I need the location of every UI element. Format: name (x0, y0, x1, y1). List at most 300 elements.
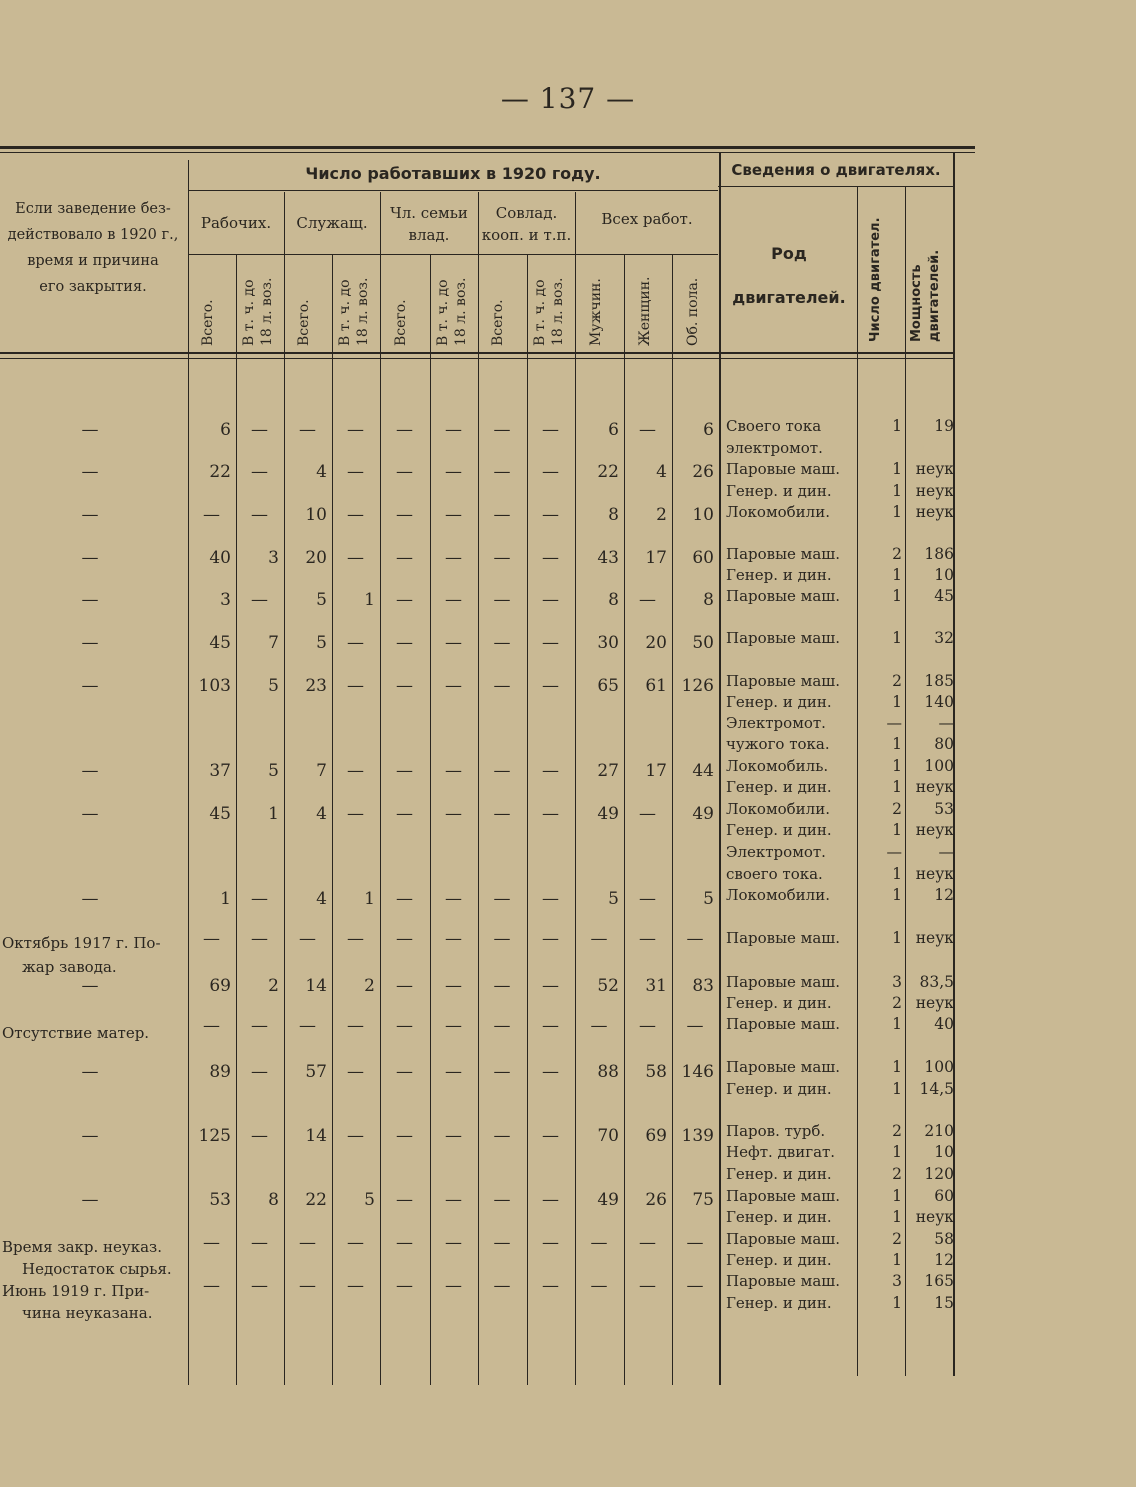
engine-power: 12 (934, 886, 954, 904)
row-note: — (81, 761, 99, 781)
table-cell: — (347, 676, 364, 696)
table-cell: — (396, 462, 413, 482)
engine-count: 1 (892, 929, 902, 947)
engine-power: 83,5 (919, 973, 954, 991)
table-cell: — (396, 590, 413, 610)
engine-type: Паровые маш. (726, 1187, 841, 1205)
engine-power: — (938, 843, 954, 861)
engine-type: Электромот. (726, 714, 826, 732)
engine-power: 53 (934, 800, 954, 818)
row-note: — (81, 548, 99, 568)
subcol-header: В т. ч. до 18 л. воз. (337, 277, 371, 346)
subcol-header: Всего. (296, 299, 312, 346)
table-cell: — (396, 505, 413, 525)
engine-count: 1 (892, 735, 902, 753)
subgroup-under-rule (188, 254, 718, 255)
table-cell: 60 (692, 548, 714, 568)
table-cell: 126 (681, 676, 714, 696)
table-cell: 3 (268, 548, 279, 568)
engine-count: 1 (892, 503, 902, 521)
table-cell: — (639, 590, 656, 610)
table-cell: — (396, 548, 413, 568)
engine-type-header: Род двигателей. (732, 244, 846, 307)
table-cell: 4 (656, 462, 667, 482)
table-cell: — (396, 1016, 413, 1036)
subgroup-all: Всех работ. (601, 210, 693, 228)
table-cell: — (639, 929, 656, 949)
table-cell: — (445, 676, 462, 696)
table-cell: — (251, 889, 268, 909)
table-cell: — (396, 1190, 413, 1210)
table-cell: — (445, 505, 462, 525)
table-cell: — (542, 1016, 559, 1036)
table-cell: 52 (597, 976, 619, 996)
table-cell: 5 (364, 1190, 375, 1210)
note-no-material: Отсутствие матер. (2, 1024, 150, 1042)
table-cell: — (445, 889, 462, 909)
table-cell: — (347, 1233, 364, 1253)
table-cell: 5 (316, 633, 327, 653)
engine-power: 100 (924, 1058, 954, 1076)
table-cell: — (251, 590, 268, 610)
engine-power: 12 (934, 1251, 954, 1269)
table-cell: 22 (305, 1190, 327, 1210)
engine-power: 120 (924, 1165, 954, 1183)
table-cell: — (542, 676, 559, 696)
table-cell: — (396, 761, 413, 781)
table-cell: — (686, 1276, 704, 1296)
table-cell: — (299, 929, 316, 949)
table-cell: — (445, 1016, 462, 1036)
table-cell: 83 (692, 976, 714, 996)
table-cell: — (347, 804, 364, 824)
table-cell: 5 (268, 676, 279, 696)
table-cell: — (299, 1016, 316, 1036)
engine-power: 60 (934, 1187, 954, 1205)
table-cell: 5 (703, 889, 714, 909)
engine-power: 58 (934, 1230, 954, 1248)
table-cell: 20 (645, 633, 667, 653)
main-group-header: Число работавших в 1920 году. (305, 164, 601, 183)
table-cell: 88 (597, 1062, 619, 1082)
table-cell: 2 (364, 976, 375, 996)
table-cell: 69 (645, 1126, 667, 1146)
engine-type: Генер. и дин. (726, 994, 832, 1012)
table-cell: 31 (645, 976, 667, 996)
table-cell: — (347, 633, 364, 653)
engine-type: Паров. турб. (726, 1122, 826, 1140)
table-cell: 22 (209, 462, 231, 482)
table-cell: — (542, 1190, 559, 1210)
subcol-header: Всего. (200, 299, 216, 346)
table-cell: — (493, 1126, 511, 1146)
page-number: — 137 — (500, 82, 636, 115)
table-cell: — (493, 462, 511, 482)
table-cell: — (203, 1233, 220, 1253)
table-cell: 14 (305, 1126, 327, 1146)
row-note: — (81, 976, 99, 996)
table-cell: 40 (209, 548, 231, 568)
table-cell: 30 (597, 633, 619, 653)
note-fire: Октябрь 1917 г. По- (2, 934, 161, 952)
table-cell: — (251, 929, 268, 949)
table-cell: 37 (209, 761, 231, 781)
table-cell: — (396, 1233, 413, 1253)
engine-type: Паровые маш. (726, 1015, 841, 1033)
engine-type: своего тока. (726, 865, 823, 883)
table-cell: 23 (305, 676, 327, 696)
table-cell: — (347, 505, 364, 525)
table-cell: 70 (597, 1126, 619, 1146)
table-cell: 7 (316, 761, 327, 781)
table-cell: 17 (645, 761, 667, 781)
subcol-header: Об. пола. (685, 277, 701, 346)
table-cell: — (542, 929, 559, 949)
engine-type: Паровые маш. (726, 973, 841, 991)
engine-count: 1 (892, 566, 902, 584)
table-cell: 53 (209, 1190, 231, 1210)
engine-type: Локомобили. (726, 800, 830, 818)
subcol-header: Всего. (490, 299, 506, 346)
table-cell: 49 (597, 804, 619, 824)
table-cell: 58 (645, 1062, 667, 1082)
engine-power: 14,5 (919, 1080, 954, 1098)
table-cell: — (542, 633, 559, 653)
table-cell: — (203, 1016, 220, 1036)
col-line (719, 152, 721, 1385)
subgroup-employees: Служащ. (296, 214, 368, 232)
table-cell: 26 (692, 462, 714, 482)
table-cell: — (493, 889, 511, 909)
engine-type: Генер. и дин. (726, 1165, 832, 1183)
table-cell: — (493, 633, 511, 653)
engine-count: 2 (892, 1122, 902, 1140)
engine-power: неук (915, 929, 954, 947)
table-cell: 8 (608, 590, 619, 610)
table-cell: 45 (209, 804, 231, 824)
table-cell: 49 (692, 804, 714, 824)
table-cell: — (639, 1016, 656, 1036)
table-cell: — (542, 976, 559, 996)
table-cell: 26 (645, 1190, 667, 1210)
table-cell: — (445, 1062, 462, 1082)
table-cell: — (493, 505, 511, 525)
engine-count: 1 (892, 778, 902, 796)
table-cell: — (542, 590, 559, 610)
table-cell: — (299, 1233, 316, 1253)
table-cell: — (203, 1276, 220, 1296)
subcol-header: Всего. (393, 299, 409, 346)
table-cell: — (347, 1126, 364, 1146)
table-cell: 45 (209, 633, 231, 653)
engine-type: Генер. и дин. (726, 778, 832, 796)
subcol-header: В т. ч. до 18 л. воз. (532, 277, 566, 346)
table-cell: — (542, 505, 559, 525)
table-cell: — (299, 420, 316, 440)
engine-type: чужого тока. (726, 735, 830, 753)
table-cell: 1 (220, 889, 231, 909)
engine-power: неук (915, 994, 954, 1012)
table-cell: — (493, 1276, 511, 1296)
engine-power: — (938, 714, 954, 732)
table-cell: 4 (316, 462, 327, 482)
engine-count: 1 (892, 1251, 902, 1269)
engine-count: 1 (892, 693, 902, 711)
table-cell: 6 (608, 420, 619, 440)
engine-power: 210 (924, 1122, 954, 1140)
engine-count: 1 (892, 821, 902, 839)
table-cell: — (347, 1062, 364, 1082)
table-cell: — (445, 462, 462, 482)
engine-count: 1 (892, 460, 902, 478)
subgroup-family: Чл. семьи влад. (390, 204, 468, 244)
row-note: — (81, 590, 99, 610)
table-cell: — (347, 420, 364, 440)
engine-type: Паровые маш. (726, 545, 841, 563)
engine-power: 185 (924, 672, 954, 690)
note-raw-shortage: Недостаток сырья. (22, 1260, 172, 1278)
table-cell: — (445, 929, 462, 949)
table-cell: — (396, 804, 413, 824)
table-cell: 5 (268, 761, 279, 781)
engine-power-header: Мощность двигателей. (909, 249, 942, 342)
left-note-header: Если заведение без- действовало в 1920 г., время и причина его закрытия. (7, 201, 179, 295)
table-cell: — (493, 676, 511, 696)
engine-type: Генер. и дин. (726, 693, 832, 711)
table-cell: — (396, 929, 413, 949)
engine-count: 1 (892, 1187, 902, 1205)
table-cell: — (396, 676, 413, 696)
table-cell: — (445, 804, 462, 824)
note-unknown-close: Время закр. неуказ. (2, 1238, 163, 1256)
table-cell: — (493, 1016, 511, 1036)
table-cell: — (542, 548, 559, 568)
table-cell: — (686, 929, 704, 949)
table-cell: — (347, 761, 364, 781)
table-cell: 8 (703, 590, 714, 610)
table-cell: 4 (316, 889, 327, 909)
engine-power: неук (915, 821, 954, 839)
table-cell: 7 (268, 633, 279, 653)
subcol-header: Женщин. (637, 276, 653, 346)
table-cell: — (590, 1016, 608, 1036)
engine-type: Локомобиль. (726, 757, 829, 775)
engine-count: 2 (892, 545, 902, 563)
table-cell: 1 (364, 590, 375, 610)
table-cell: — (493, 976, 511, 996)
table-cell: — (445, 1126, 462, 1146)
note-unknown-reason: чина неуказана. (22, 1304, 153, 1322)
engine-count: — (886, 714, 902, 732)
table-cell: — (396, 889, 413, 909)
engine-count: 2 (892, 1165, 902, 1183)
engine-count: 2 (892, 994, 902, 1012)
table-cell: — (203, 929, 220, 949)
table-cell: — (347, 929, 364, 949)
engine-type: Локомобили. (726, 886, 830, 904)
table-cell: — (445, 590, 462, 610)
table-cell: 2 (656, 505, 667, 525)
table-cell: — (251, 1016, 268, 1036)
table-cell: — (445, 1276, 462, 1296)
table-cell: — (251, 420, 268, 440)
table-cell: — (251, 1062, 268, 1082)
row-note: — (81, 420, 99, 440)
engine-type: Генер. и дин. (726, 821, 832, 839)
engine-type: Генер. и дин. (726, 1208, 832, 1226)
engine-count: 3 (892, 973, 902, 991)
table-cell: — (542, 420, 559, 440)
table-cell: — (590, 1276, 608, 1296)
engine-count: 2 (892, 800, 902, 818)
table-cell: — (445, 1233, 462, 1253)
table-cell: — (396, 1062, 413, 1082)
table-cell: — (639, 1233, 656, 1253)
top-rule-thin (0, 152, 975, 153)
table-cell: 50 (692, 633, 714, 653)
table-cell: — (493, 548, 511, 568)
table-cell: — (493, 804, 511, 824)
engine-power: 100 (924, 757, 954, 775)
row-note: — (81, 462, 99, 482)
table-cell: — (493, 761, 511, 781)
table-cell: 6 (703, 420, 714, 440)
table-cell: — (445, 1190, 462, 1210)
engine-count: — (886, 843, 902, 861)
engine-power: неук (915, 503, 954, 521)
table-cell: — (251, 505, 268, 525)
table-cell: — (639, 1276, 656, 1296)
engine-power: неук (915, 865, 954, 883)
table-cell: — (347, 462, 364, 482)
table-cell: 3 (220, 590, 231, 610)
table-cell: 27 (597, 761, 619, 781)
table-cell: — (251, 1276, 268, 1296)
engine-count: 1 (892, 587, 902, 605)
table-cell: — (347, 1276, 364, 1296)
engine-count: 1 (892, 1015, 902, 1033)
engines-group-under-rule (718, 186, 953, 187)
table-cell: — (639, 889, 656, 909)
table-cell: — (445, 976, 462, 996)
engine-count: 3 (892, 1272, 902, 1290)
engine-type: Своего тока (726, 417, 822, 435)
engine-type: Паровые маш. (726, 460, 841, 478)
table-cell: 10 (305, 505, 327, 525)
engine-type: Генер. и дин. (726, 1294, 832, 1312)
table-cell: — (396, 976, 413, 996)
engine-type: Генер. и дин. (726, 566, 832, 584)
engine-count: 1 (892, 482, 902, 500)
engine-power: неук (915, 1208, 954, 1226)
engine-type: Генер. и дин. (726, 482, 832, 500)
engine-count: 1 (892, 629, 902, 647)
table-cell: — (396, 420, 413, 440)
table-cell: — (542, 1233, 559, 1253)
engine-power: неук (915, 778, 954, 796)
table-cell: — (445, 761, 462, 781)
table-cell: 44 (692, 761, 714, 781)
subcol-header: В т. ч. до 18 л. воз. (435, 277, 469, 346)
engine-count: 2 (892, 1230, 902, 1248)
table-cell: — (493, 590, 511, 610)
subgroup-coowners: Совлад. кооп. и т.п. (481, 204, 572, 244)
engine-type: Паровые маш. (726, 629, 841, 647)
table-cell: 5 (608, 889, 619, 909)
table-cell: — (493, 1190, 511, 1210)
row-note: — (81, 804, 99, 824)
engine-count-header: Число двигател. (868, 217, 883, 342)
engine-count: 1 (892, 886, 902, 904)
engine-power: 80 (934, 735, 954, 753)
table-cell: 14 (305, 976, 327, 996)
table-cell: — (493, 420, 511, 440)
row-note: — (81, 633, 99, 653)
table-cell: 139 (681, 1126, 714, 1146)
table-cell: 75 (692, 1190, 714, 1210)
subcol-header: В т. ч. до 18 л. воз. (241, 277, 275, 346)
table-cell: — (542, 889, 559, 909)
engine-power: 15 (934, 1294, 954, 1312)
engine-count: 1 (892, 865, 902, 883)
engine-power: 10 (934, 566, 954, 584)
table-cell: 125 (198, 1126, 231, 1146)
engine-type: электромот. (726, 439, 823, 457)
table-cell: — (493, 1062, 511, 1082)
table-cell: — (396, 1126, 413, 1146)
engines-group-header: Сведения о двигателях. (731, 161, 941, 179)
engine-type: Паровые маш. (726, 1230, 841, 1248)
table-cell: 8 (608, 505, 619, 525)
table-cell: 1 (364, 889, 375, 909)
engine-count: 1 (892, 757, 902, 775)
table-cell: 69 (209, 976, 231, 996)
table-cell: 10 (692, 505, 714, 525)
row-note: — (81, 1190, 99, 1210)
engine-count: 2 (892, 672, 902, 690)
engine-type: Паровые маш. (726, 1058, 841, 1076)
table-cell: — (347, 548, 364, 568)
table-cell: 103 (198, 676, 231, 696)
row-note: — (81, 1126, 99, 1146)
engine-count: 1 (892, 1058, 902, 1076)
table-cell: — (639, 804, 656, 824)
engine-type: Генер. и дин. (726, 1080, 832, 1098)
subcol-header: Мужчин. (588, 278, 604, 346)
table-cell: — (396, 1276, 413, 1296)
table-cell: — (590, 929, 608, 949)
engine-count: 1 (892, 417, 902, 435)
row-note: — (81, 505, 99, 525)
engine-type: Паровые маш. (726, 1272, 841, 1290)
engine-count: 1 (892, 1208, 902, 1226)
table-cell: 1 (268, 804, 279, 824)
engine-type: Генер. и дин. (726, 1251, 832, 1269)
table-cell: 8 (268, 1190, 279, 1210)
table-cell: — (542, 1276, 559, 1296)
engine-power: 45 (934, 587, 954, 605)
table-cell: — (542, 1062, 559, 1082)
engine-type: Нефт. двигат. (726, 1143, 836, 1161)
table-cell: 89 (209, 1062, 231, 1082)
table-cell: — (445, 633, 462, 653)
table-cell: — (686, 1016, 704, 1036)
table-cell: 2 (268, 976, 279, 996)
engine-power: 165 (924, 1272, 954, 1290)
note-june-1919: Июнь 1919 г. При- (2, 1282, 150, 1300)
table-cell: — (251, 462, 268, 482)
table-cell: — (686, 1233, 704, 1253)
